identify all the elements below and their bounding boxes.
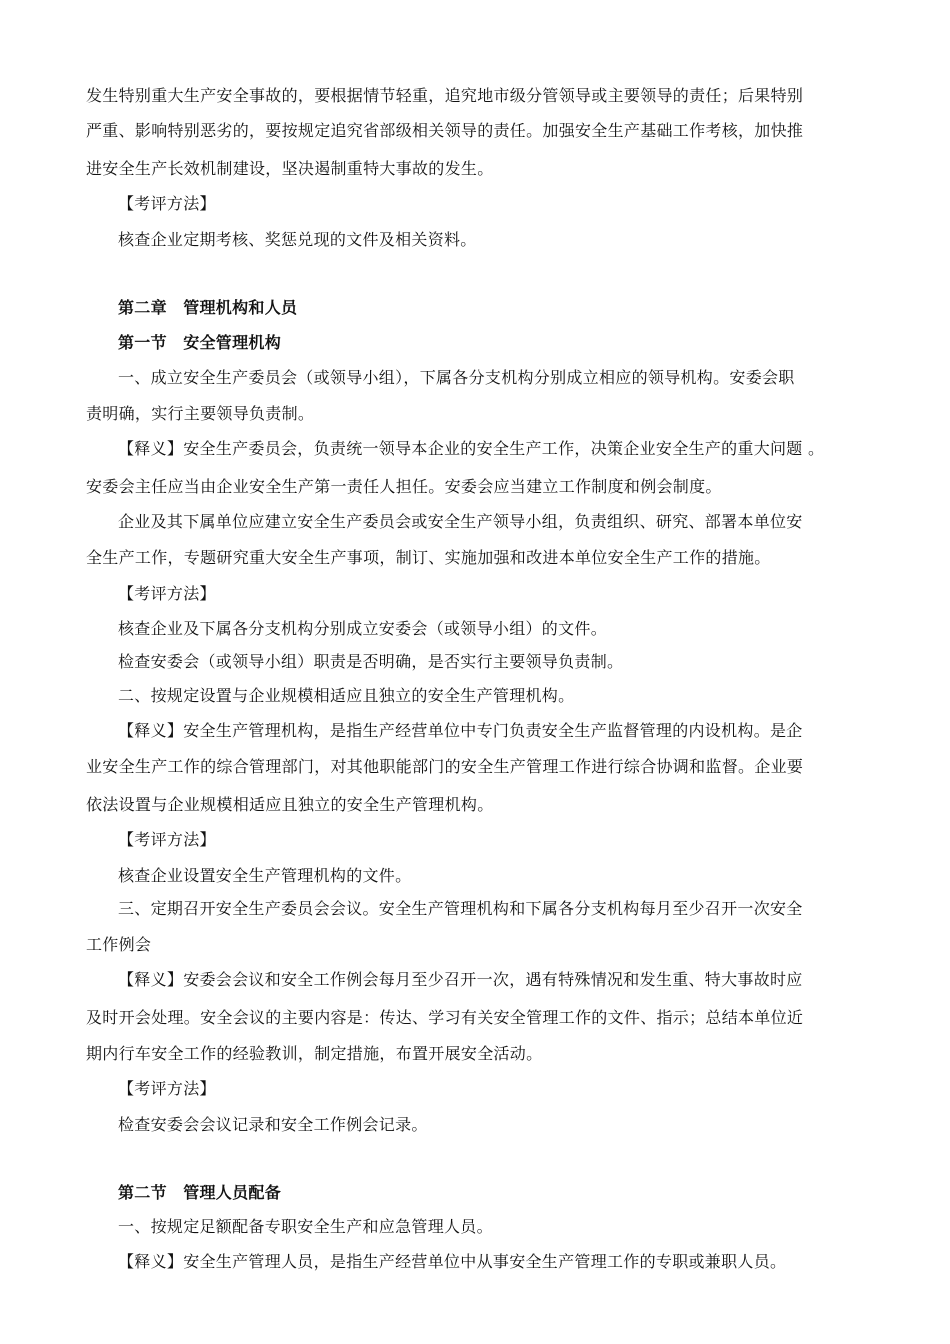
evaluation-method-heading: 【考评方法】 [118,1079,216,1098]
paragraph-line: 检查安委会（或领导小组）职责是否明确，是否实行主要领导负责制。 [118,652,624,671]
evaluation-method-heading: 【考评方法】 [118,584,216,603]
paragraph-line: 发生特别重大生产安全事故的，要根据情节轻重，追究地市级分管领导或主要领导的责任；后果特别 [86,86,804,105]
paragraph-line: 核查企业设置安全生产管理机构的文件。 [118,866,412,885]
paragraph-line: 业安全生产工作的综合管理部门，对其他职能部门的安全生产管理工作进行综合协调和监督。企业要 [86,757,804,776]
paragraph-line: 三、定期召开安全生产委员会会议。安全生产管理机构和下属各分支机构每月至少召开一次安全 [118,899,803,918]
paragraph-line: 依法设置与企业规模相适应且独立的安全生产管理机构。 [86,795,494,814]
paragraph-line: 【释义】安全生产管理机构，是指生产经营单位中专门负责安全生产监督管理的内设机构。是企 [118,721,803,740]
paragraph-line: 核查企业定期考核、奖惩兑现的文件及相关资料。 [118,230,477,249]
paragraph-line: 【释义】安委会会议和安全工作例会每月至少召开一次，遇有特殊情况和发生重、特大事故时应 [118,970,803,989]
paragraph-line: 工作例会 [86,935,152,954]
evaluation-method-heading: 【考评方法】 [118,194,216,213]
paragraph-line: 【释义】安全生产委员会，负责统一领导本企业的安全生产工作，决策企业安全生产的重大问题 。 [118,439,825,458]
paragraph-line: 一、成立安全生产委员会（或领导小组），下属各分支机构分别成立相应的领导机构。安委会职 [118,368,795,387]
paragraph-line: 核查企业及下属各分支机构分别成立安委会（或领导小组）的文件。 [118,619,608,638]
paragraph-line: 一、按规定足额配备专职安全生产和应急管理人员。 [118,1217,493,1236]
paragraph-line: 【释义】安全生产管理人员，是指生产经营单位中从事安全生产管理工作的专职或兼职人员。 [118,1252,787,1271]
chapter-title: 第二章 管理机构和人员 [118,298,298,317]
paragraph-line: 企业及其下属单位应建立安全生产委员会或安全生产领导小组，负责组织、研究、部署本单位安 [118,512,803,531]
paragraph-line: 进安全生产长效机制建设，坚决遏制重特大事故的发生。 [86,159,494,178]
paragraph-line: 及时开会处理。安全会议的主要内容是：传达、学习有关安全管理工作的文件、指示；总结本单位近 [86,1008,804,1027]
paragraph-line: 检查安委会会议记录和安全工作例会记录。 [118,1115,428,1134]
paragraph-line: 安委会主任应当由企业安全生产第一责任人担任。安委会应当建立工作制度和例会制度。 [86,477,722,496]
section-title: 第一节 安全管理机构 [118,333,282,352]
paragraph-line: 期内行车安全工作的经验教训，制定措施，布置开展安全活动。 [86,1044,543,1063]
section-title: 第二节 管理人员配备 [118,1183,282,1202]
paragraph-line: 责明确，实行主要领导负责制。 [86,404,315,423]
evaluation-method-heading: 【考评方法】 [118,830,216,849]
paragraph-line: 全生产工作，专题研究重大安全生产事项，制订、实施加强和改进本单位安全生产工作的措施。 [86,548,771,567]
paragraph-line: 二、按规定设置与企业规模相适应且独立的安全生产管理机构。 [118,686,575,705]
paragraph-line: 严重、影响特别恶劣的，要按规定追究省部级相关领导的责任。加强安全生产基础工作考核，加快推 [86,121,804,140]
